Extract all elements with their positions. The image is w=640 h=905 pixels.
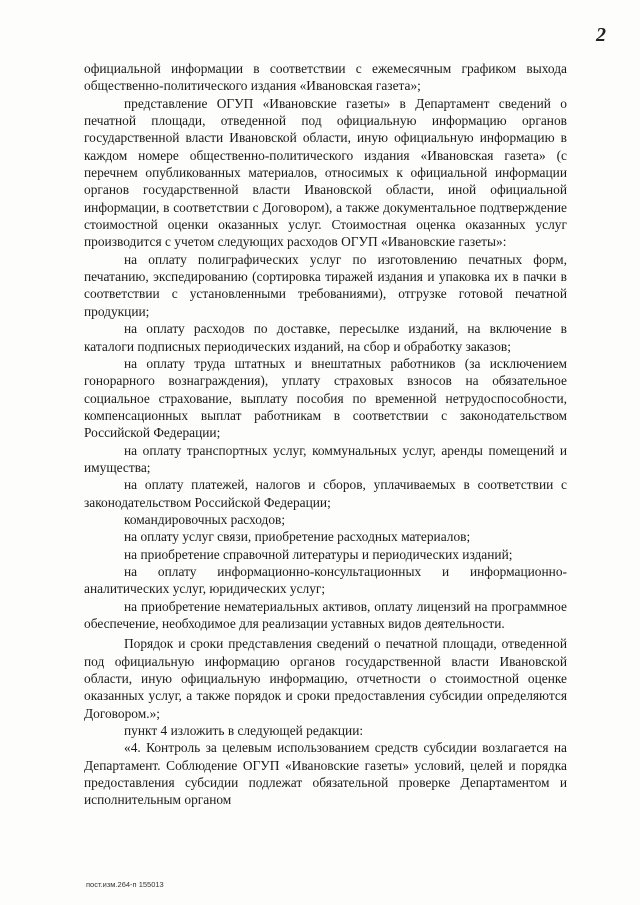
paragraph-12: на приобретение нематериальных активов, оплату лицензий на программное обеспечение, необходимое для реализации уставных видов деятельности.: [84, 598, 567, 631]
document-body: [84, 60, 567, 809]
paragraph-7: на оплату платежей, налогов и сборов, уплачиваемых в соответствии с законодательством Российской Федерации;: [84, 477, 567, 510]
paragraph-15: «4. Контроль за целевым использованием средств субсидии возлагается на Департамент. Соблюдение ОГУП «Ивановские газеты» условий, целей и порядка предоставления субсидии подлежат обязательной проверке Департаментом и исполнительным органом: [84, 740, 567, 808]
paragraph-5: на оплату труда штатных и внештатных работников (за исключением гонорарного вознаграждения), уплату страховых взносов на обязательное социальное страхование, выплату пособия по временной нетрудоспособности, компенсационных выплат работникам в соответствии с законодательством Российской Федерации;: [84, 355, 567, 441]
paragraph-1: официальной информации в соответствии с ежемесячным графиком выхода общественно-политического издания «Ивановская газета»;: [84, 61, 567, 94]
paragraph-9: на оплату услуг связи, приобретение расходных материалов;: [124, 529, 471, 545]
paragraph-4: на оплату расходов по доставке, пересылке изданий, на включение в каталоги подписных периодических изданий, на сбор и обработку заказов;: [84, 321, 567, 354]
page-number: 2: [596, 24, 606, 46]
footer-code: пост.изм.264-п 155013: [86, 880, 164, 889]
paragraph-11: на оплату информационно-консультационных и информационно-аналитических услуг, юридических услуг;: [84, 563, 567, 597]
paragraph-13: Порядок и сроки представления сведений о печатной площади, отведенной под официальную информацию органов государственной власти Ивановской области, иную официальную информацию, отчетности о стоимостной оценке оказанных услуг, а также порядок и сроки предоставления субсидии определяются Договором.»;: [84, 636, 567, 721]
paragraph-6: на оплату транспортных услуг, коммунальных услуг, аренды помещений и имущества;: [84, 442, 567, 475]
paragraph-14: пункт 4 изложить в следующей редакции:: [124, 723, 364, 739]
paragraph-8: командировочных расходов;: [124, 511, 286, 527]
paragraph-2: представление ОГУП «Ивановские газеты» в Департамент сведений о печатной площади, отведенной под официальную информацию органов государственной власти Ивановской области, иную официальную информацию в каждом номере общественно-политического издания «Ивановская газета» (с перечнем опубликованных материалов, относимых к официальной информации органов государственной власти Ивановской области, иной официальной информации, в соответствии с Договором), а также документальное подтверждение стоимостной оценки оказанных услуг. Стоимостная оценка оказанных услуг производится с учетом следующих расходов ОГУП «Ивановские газеты»:: [84, 95, 567, 250]
paragraph-10: на приобретение справочной литературы и периодических изданий;: [124, 546, 513, 562]
paragraph-3: на оплату полиграфических услуг по изготовлению печатных форм, печатанию, экспедированию (сортировка тиражей издания и упаковка их в пачки в соответствии с установленными требованиями), отгрузке готовой печатной продукции;: [84, 251, 567, 319]
